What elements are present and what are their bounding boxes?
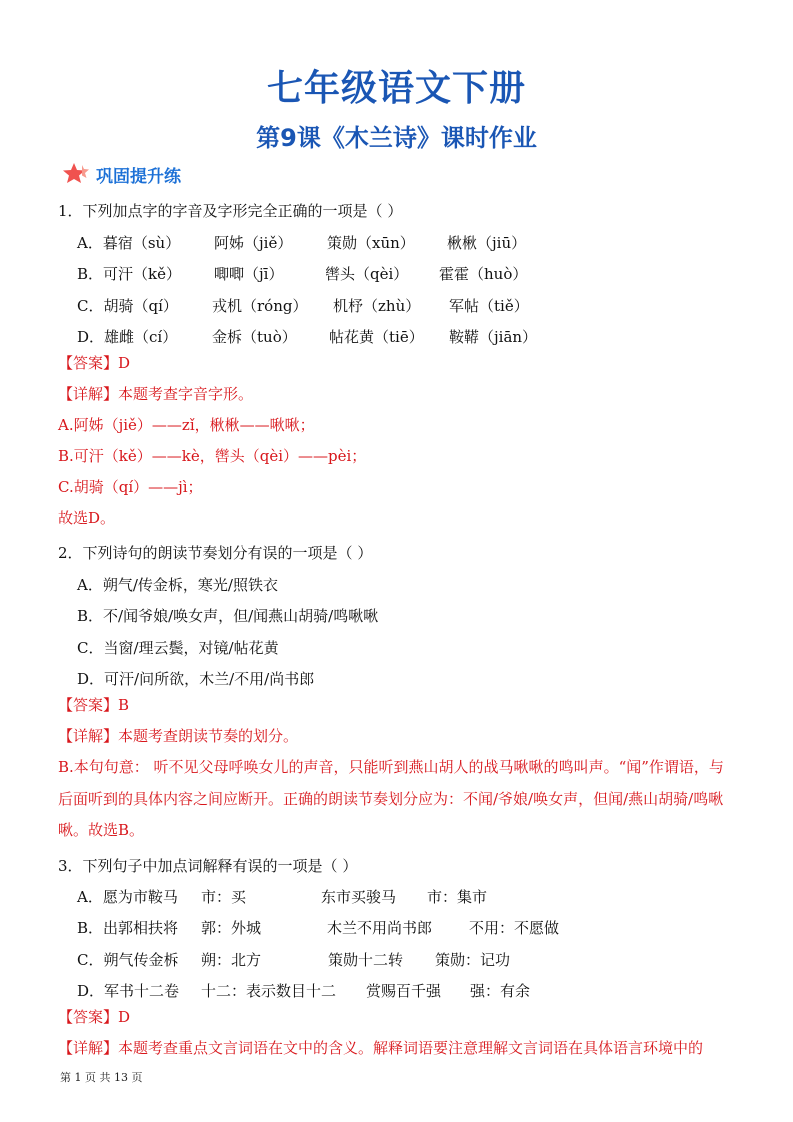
q1-option-row-b [77,264,697,284]
option-cell: 阿姊（jiě） [214,234,293,252]
option-cell: 策勋十二转 [328,951,404,969]
q2-explain-head: 【详解】本题考查朗读节奏的划分。 [58,727,299,745]
question-2-stem: 2．下列诗句的朗读节奏划分有误的一项是（ ） [58,544,373,562]
option-cell: 机杼（zhù） [333,297,421,315]
q3-answer: 【答案】D [58,1008,131,1026]
q1-explain-line: 故选D。 [58,509,116,527]
option-cell: 戎机（róng） [212,297,308,315]
q3-option-row-d [77,981,717,1001]
q2-explain-paragraph: B.本句句意： 听不见父母呼唤女儿的声音，只能听到燕山胡人的战马啾啾的鸣叫声。“闻”作谓语，与后面听到的具体内容之间应断开。正确的朗读节奏划分应为：不闻/爷娘/唤女声，但闻/燕山胡骑/鸣啾啾。故选B。 [58,758,724,839]
q1-answer: 【答案】D [58,354,131,372]
option-cell: 朔：北方 [201,951,262,969]
page-footer: 第 1 页 共 13 页 [60,1071,143,1084]
option-cell: 市：买 [201,888,247,906]
q3-option-row-c [77,950,717,970]
q1-explain-line: B.可汗（kě）——kè，辔头（qèi）——pèi； [58,447,367,465]
section-header [62,160,181,188]
option-cell: 霍霍（huò） [439,265,528,283]
option-cell: 木兰不用尚书郎 [327,919,433,937]
option-cell: D．军书十二卷 [77,982,180,1000]
lesson-subtitle: 第9课《木兰诗》课时作业 [256,124,537,152]
option-cell: C．朔气传金柝 [77,951,179,969]
option-cell: 金柝（tuò） [212,328,297,346]
q2-option-a: A．朔气/传金柝，寒光/照铁衣 [77,576,278,594]
q2-option-d: D．可汗/问所欲，木兰/不用/尚书郎 [77,670,315,688]
option-cell: D．雄雌（cí） [77,328,178,346]
question-3-stem: 3．下列句子中加点词解释有误的一项是（ ） [58,857,358,875]
option-cell: 策勋：记功 [435,951,511,969]
q2-option-b: B．不/闻爷娘/唤女声，但/闻燕山胡骑/鸣啾啾 [77,607,379,625]
page-title: 七年级语文下册 [266,68,526,109]
q1-explain-line: C.胡骑（qí）——jì； [58,478,203,496]
option-cell: B．出郭相扶将 [77,919,179,937]
option-cell: 强：有余 [470,982,531,1000]
option-cell: B．可汗（kě） [77,265,181,283]
q3-explain-head: 【详解】本题考查重点文言词语在文中的含义。解释词语要注意理解文言词语在具体语言环境中的 [58,1039,704,1057]
option-cell: 郭：外城 [201,919,262,937]
option-cell: 帖花黄（tiē） [329,328,424,346]
question-1-stem: 1．下列加点字的字音及字形完全正确的一项是（ ） [58,202,403,220]
option-cell: 辔头（qèi） [325,265,409,283]
q3-option-row-b [77,918,717,938]
option-cell: 市：集市 [427,888,488,906]
star-icon [62,162,90,186]
q1-option-row-d [77,327,697,347]
option-cell: C．胡骑（qí） [77,297,178,315]
q1-option-row-a [77,233,697,253]
q2-answer: 【答案】B [58,696,130,714]
q2-option-c: C．当窗/理云鬓，对镜/帖花黄 [77,639,279,657]
option-cell: 赏赐百千强 [366,982,442,1000]
option-cell: 军帖（tiě） [449,297,529,315]
option-cell: 策勋（xūn） [327,234,415,252]
q3-option-row-a [77,887,717,907]
option-cell: 十二：表示数目十二 [201,982,337,1000]
section-label: 巩固提升练 [96,166,181,187]
option-cell: 不用：不愿做 [469,919,560,937]
option-cell: 楸楸（jiū） [447,234,527,252]
option-cell: A．愿为市鞍马 [77,888,178,906]
q1-explain-line: A.阿姊（jiě）——zǐ，楸楸——啾啾； [58,416,315,434]
option-cell: 唧唧（jī） [214,265,284,283]
option-cell: A．暮宿（sù） [77,234,181,252]
q1-explain-head: 【详解】本题考查字音字形。 [58,385,254,403]
option-cell: 鞍鞯（jiān） [449,328,538,346]
q1-option-row-c [77,296,697,316]
option-cell: 东市买骏马 [321,888,397,906]
